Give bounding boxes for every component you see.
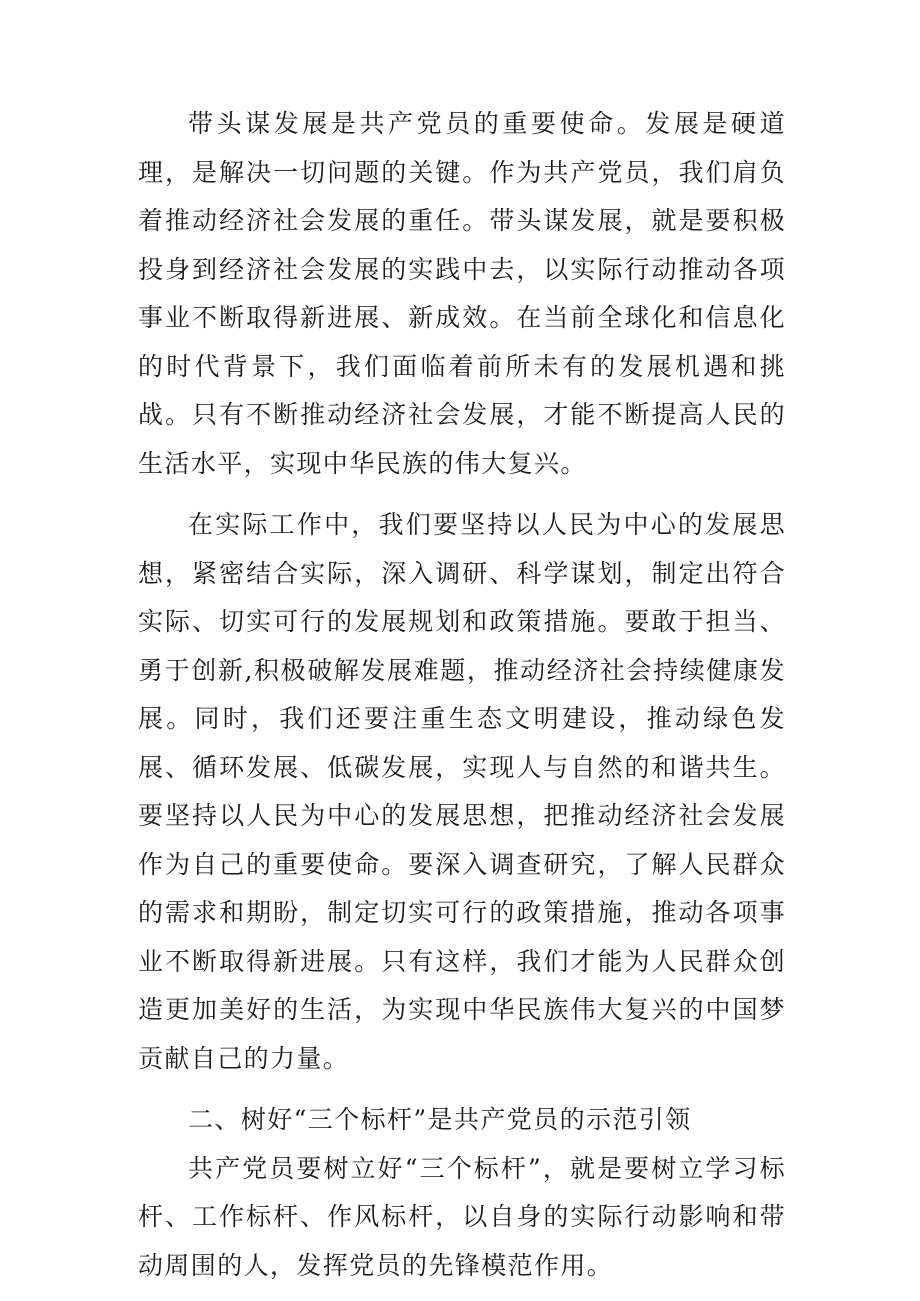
body-paragraph-lead-by-development: 带头谋发展是共产党员的重要使命。发展是硬道理，是解决一切问题的关键。作为共产党员，我们肩负着推动经济社会发展的重任。带头谋发展，就是要积极投身到经济社会发展的实践中去，以实际行动推动各项事业不断取得新进展、新成效。在当前全球化和信息化的时代背景下，我们面临着前所未有的发展机遇和挑战。只有不断推动经济社会发展，才能不断提高人民的生活水平，实现中华民族的伟大复兴。: [138, 109, 786, 478]
section-heading-three-benchmarks: 二、树好“三个标杆”是共产党员的示范引领: [188, 1105, 692, 1134]
document-page: [138, 100, 786, 1290]
body-paragraph-practical-work: 在实际工作中，我们要坚持以人民为中心的发展思想，紧密结合实际，深入调研、科学谋划，制定出符合实际、切实可行的发展规划和政策措施。要敢于担当、勇于创新,积极破解发展难题，推动经济社会持续健康发展。同时，我们还要注重生态文明建设，推动绿色发展、循环发展、低碳发展，实现人与自然的和谐共生。要坚持以人民为中心的发展思想，把推动经济社会发展作为自己的重要使命。要深入调查研究，了解人民群众的需求和期盼，制定切实可行的政策措施，推动各项事业不断取得新进展。只有这样，我们才能为人民群众创造更加美好的生活，为实现中华民族伟大复兴的中国梦贡献自己的力量。: [138, 510, 786, 1073]
body-paragraph-three-benchmarks: 共产党员要树立好“三个标杆”，就是要树立学习标杆、工作标杆、作风标杆，以自身的实际行动影响和带动周围的人，发挥党员的先锋模范作用。: [138, 1153, 786, 1280]
